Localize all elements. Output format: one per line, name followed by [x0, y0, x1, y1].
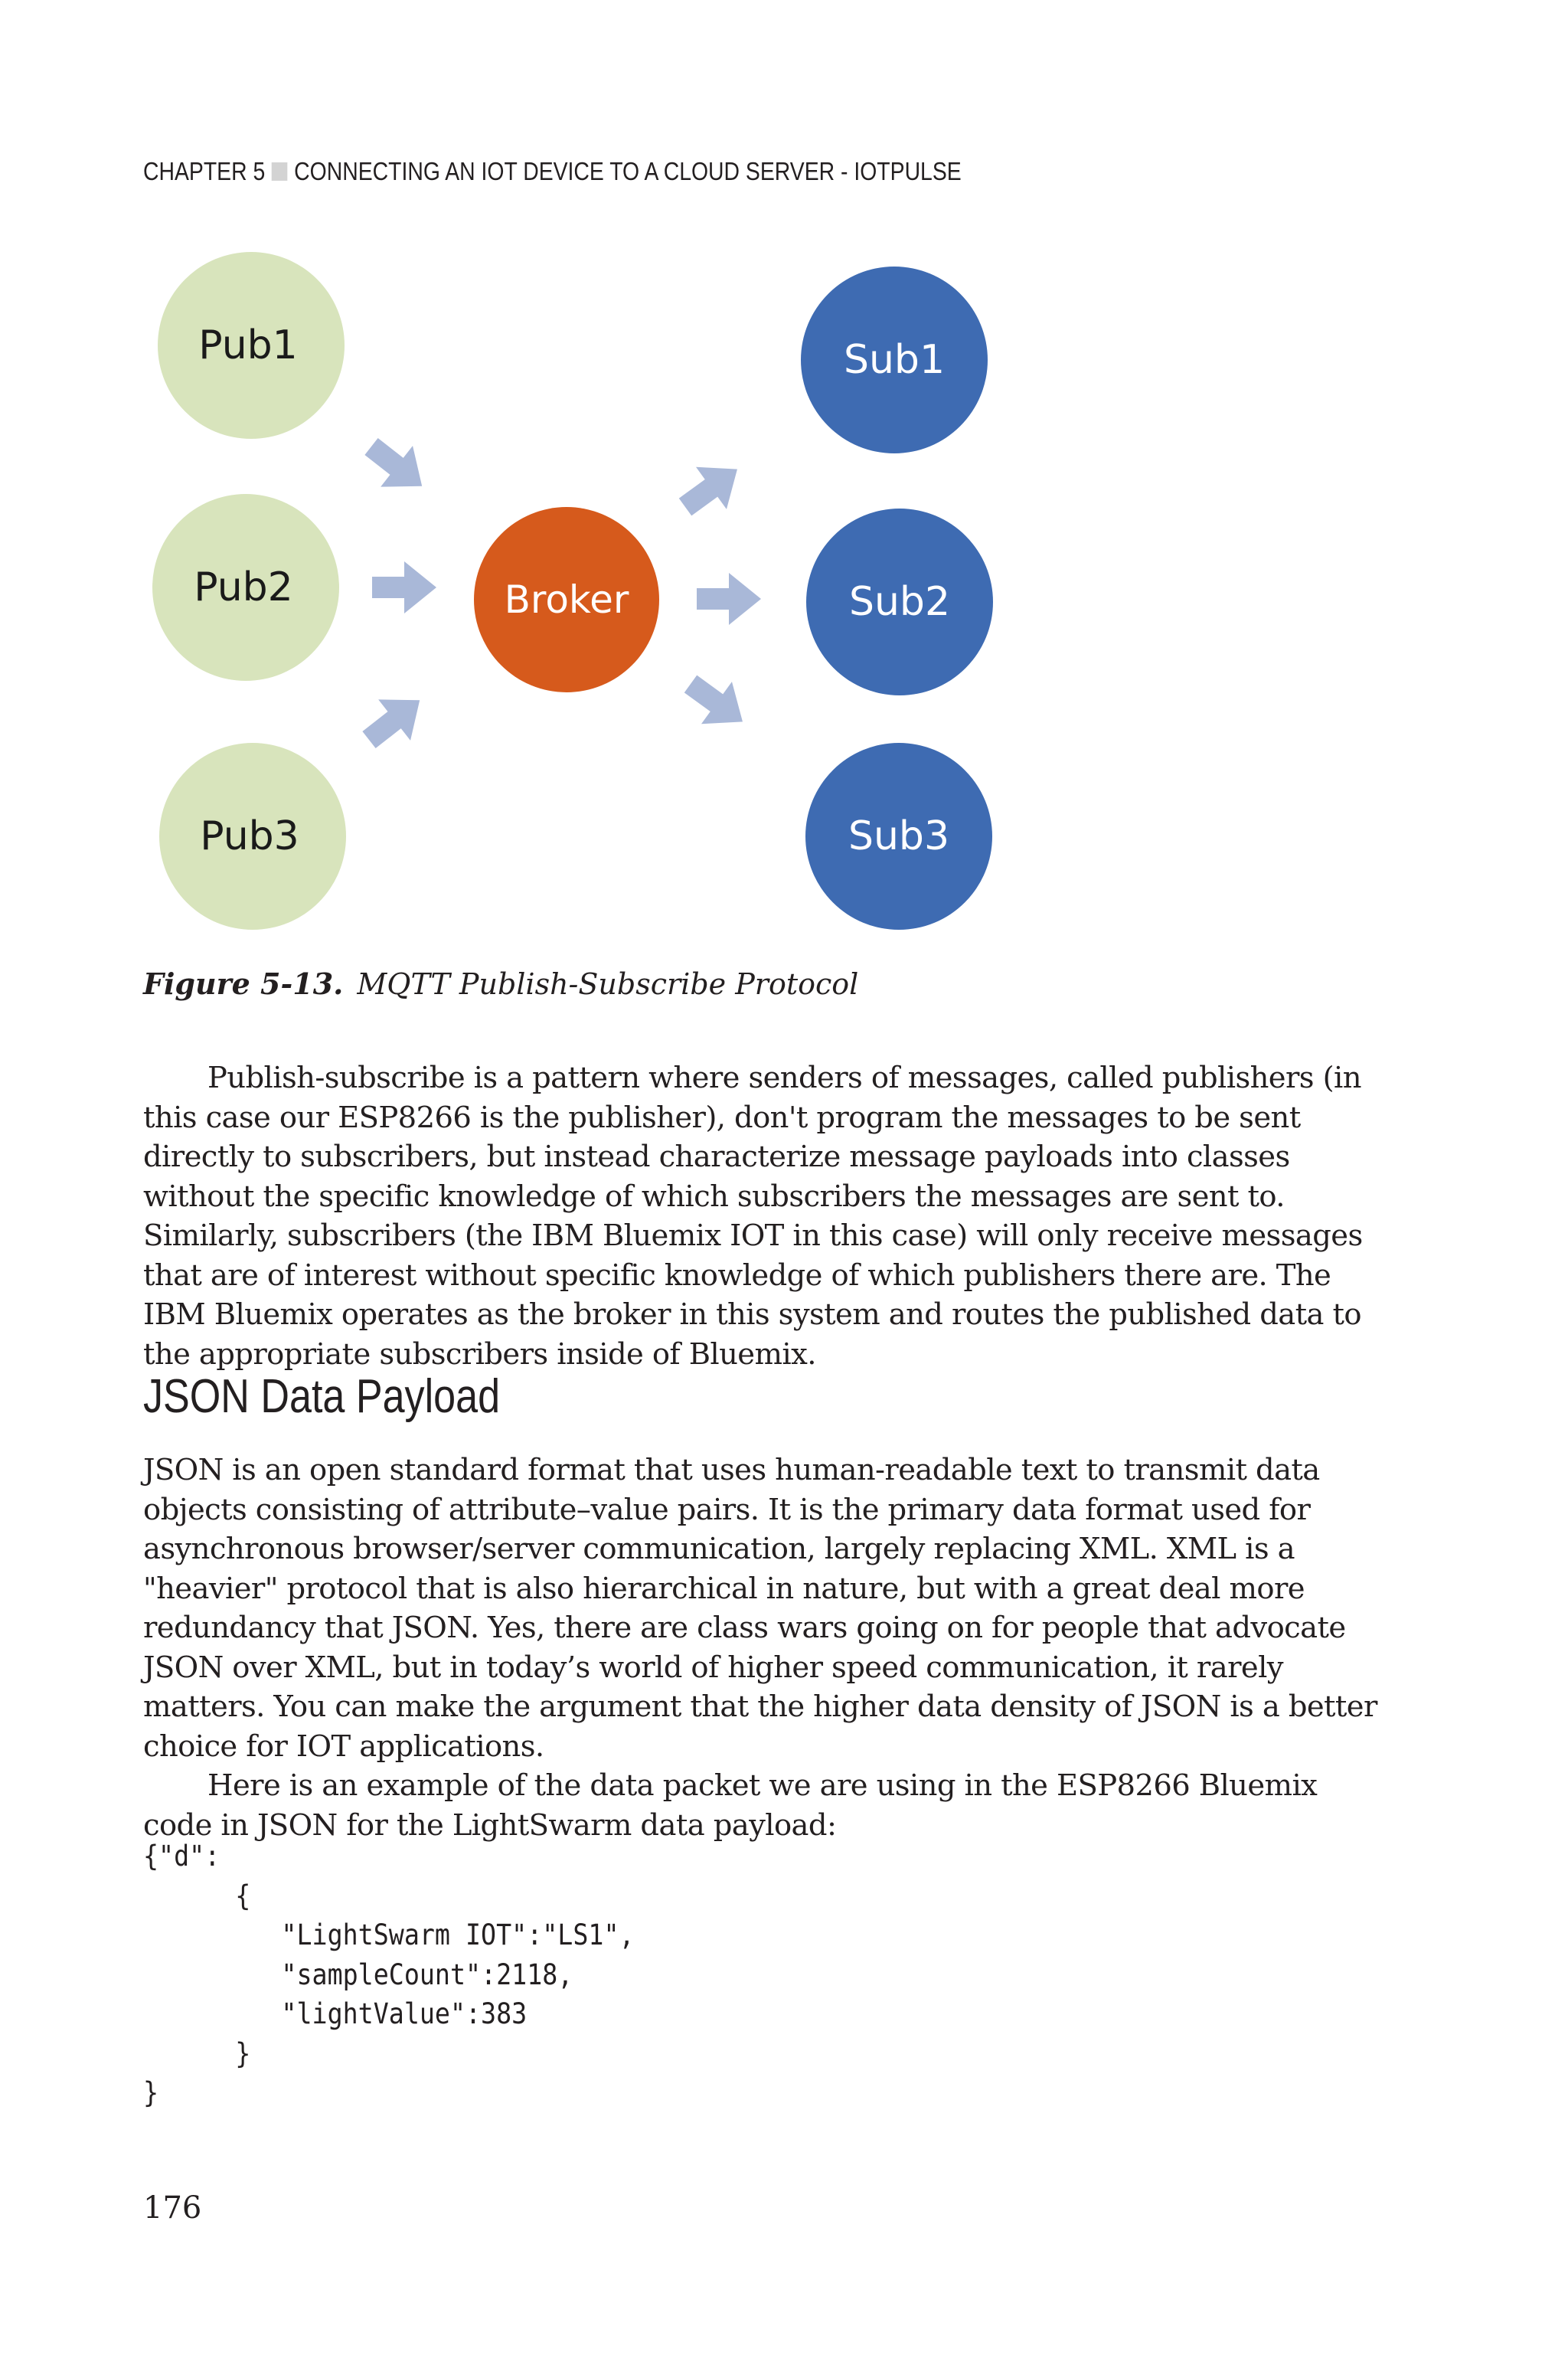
svg-text:Sub3: Sub3: [848, 813, 950, 859]
figure-title: MQTT Publish-Subscribe Protocol: [357, 967, 859, 1001]
arrow-pub1-icon: [355, 426, 438, 506]
paragraph-text: Publish-subscribe is a pattern where senders of messages, called publishers (in this case our ESP8266 is the publisher), don't program the messages to be sent directly to subscribers, but instead characterize message payloads into classes without the specific knowledge of which subscribers the messages are sent to. Similarly, subscribers (the IBM Bluemix IOT in this case) will only receive messages that are of interest without specific knowledge of which publishers there are. The IBM Bluemix operates as the broker in this system and routes the published data to the appropriate subscribers inside of Bluemix.: [143, 1061, 1363, 1372]
body-paragraph-publish-subscribe: [143, 1058, 1383, 1374]
arrows-out: [670, 448, 761, 743]
arrow-sub3-icon: [675, 662, 758, 742]
publisher-node-3: [159, 743, 346, 930]
chapter-title: CONNECTING AN IOT DEVICE TO A CLOUD SERVER - IOTPULSE: [294, 157, 962, 185]
svg-text:Sub2: Sub2: [848, 579, 951, 625]
subscriber-node-2: [806, 509, 993, 695]
subscriber-node-1: [801, 267, 988, 453]
body-paragraphs-json: [143, 1451, 1383, 1845]
publisher-node-1: [158, 252, 345, 439]
running-head: [143, 157, 962, 186]
mqtt-diagram: [138, 245, 1018, 934]
figure-caption: [143, 967, 858, 1001]
section-heading: JSON Data Payload: [143, 1370, 501, 1423]
page-number: 176: [143, 2190, 202, 2226]
arrow-pub2-icon: [372, 561, 436, 613]
subscriber-node-3: [805, 743, 992, 930]
svg-text:Pub2: Pub2: [194, 564, 293, 610]
publisher-node-2: [152, 494, 339, 681]
svg-text:Pub1: Pub1: [198, 322, 298, 368]
svg-text:Pub3: Pub3: [200, 813, 299, 859]
paragraph-json-example: Here is an example of the data packet we are using in the ESP8266 Bluemix code in JSON for the LightSwarm data payload:: [143, 1768, 1318, 1843]
arrows-in: [353, 426, 438, 761]
arrow-sub2-icon: [697, 573, 761, 625]
arrow-pub3-icon: [353, 679, 436, 760]
separator-square-icon: [272, 162, 288, 181]
json-code-sample: {"d": { "LightSwarm IOT":"LS1", "sampleCount":2118, "lightValue":383 } }: [143, 1840, 635, 2109]
arrow-sub1-icon: [670, 448, 753, 528]
svg-text:Broker: Broker: [504, 577, 629, 622]
svg-text:Sub1: Sub1: [843, 337, 946, 383]
chapter-label: CHAPTER 5: [143, 157, 266, 185]
paragraph-json-intro: JSON is an open standard format that uses human-readable text to transmit data objects consisting of attribute–value pairs. It is the primary data format used for asynchronous browser/server communication, largely replacing XML. XML is a "heavier" protocol that is also hierarchical in nature, but with a great deal more redundancy that JSON. Yes, there are class wars going on for people that advocate JSON over XML, but in today’s world of higher speed communication, it rarely matters. You can make the argument that the higher data density of JSON is a better choice for IOT applications.: [143, 1453, 1377, 1764]
figure-label: Figure 5-13.: [143, 967, 344, 1001]
broker-node: [474, 507, 659, 692]
